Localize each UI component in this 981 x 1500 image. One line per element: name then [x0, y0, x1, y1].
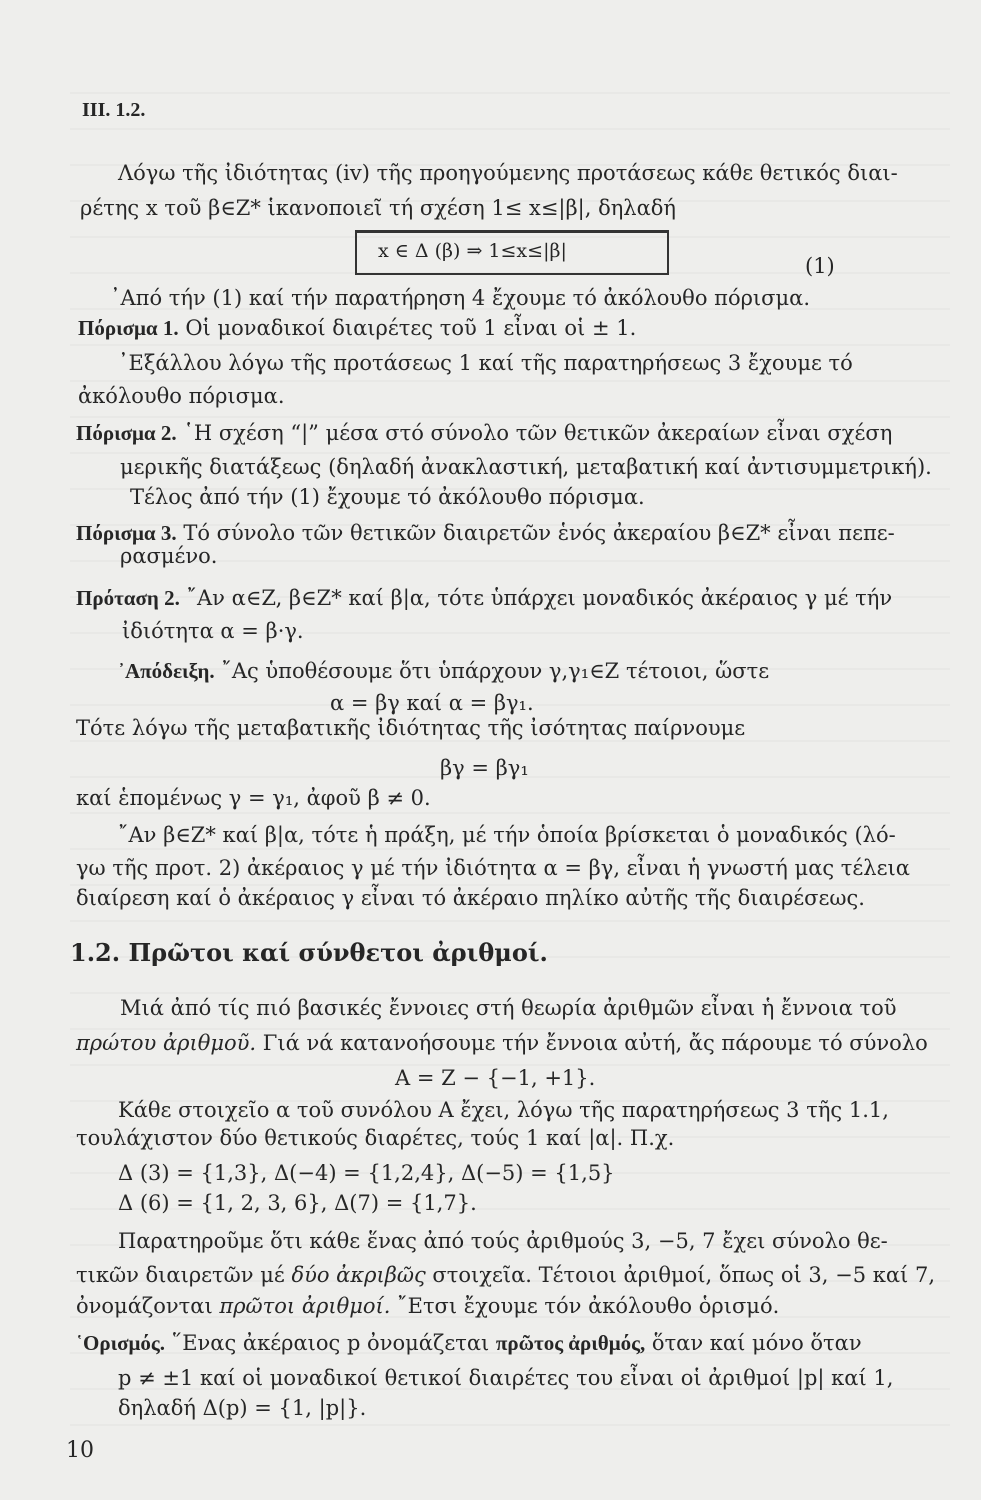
corollary-2-line-1 — [76, 420, 892, 446]
paragraph-6-line-1: Κάθε στοιχεῖο α τοῦ συνόλου A ἔχει, λόγω τῆς παρατηρήσεως 3 τῆς 1.1, — [118, 1098, 889, 1122]
paragraph-7-line-1: Παρατηροῦμε ὅτι κάθε ἕνας ἀπό τούς ἀριθμούς 3, −5, 7 ἔχει σύνολο θε- — [118, 1229, 888, 1253]
paragraph-5-line-2-rest: Γιά νά κατανοήσουμε τήν ἔννοια αὐτή, ἄς πάρουμε τό σύνολο — [256, 1031, 928, 1055]
corollary-1 — [78, 315, 636, 341]
paragraph-5-line-2 — [76, 1030, 928, 1056]
section-reference: ΙΙΙ. 1.2. — [82, 99, 146, 121]
corollary-1-text: Οἱ μοναδικοί διαιρέτες τοῦ 1 εἶναι οἱ ± 1. — [185, 316, 637, 340]
paragraph-3-line-1: ᾿Εξάλλου λόγω τῆς προτάσεως 1 καί τῆς παρατηρήσεως 3 ἔχουμε τό — [118, 351, 853, 375]
paragraph-7-line-3-a: ὀνομάζονται — [76, 1294, 220, 1318]
proposition-2-line-1 — [76, 585, 892, 611]
corollary-2-line-3: Τέλος ἀπό τήν (1) ἔχουμε τό ἀκόλουθο πόρισμα. — [130, 485, 645, 509]
paragraph-4-line-1: ῎Αν β∈Z* καί β|α, τότε ἡ πράξη, μέ τήν ὁποία βρίσκεται ὁ μοναδικός (λό- — [118, 823, 896, 847]
proof-equation-2: βγ = βγ₁ — [440, 756, 529, 780]
section-title: 1.2. Πρῶτοι καί σύνθετοι ἀριθμοί. — [70, 938, 548, 967]
proof-equation-1: α = βγ καί α = βγ₁. — [330, 691, 534, 715]
definition-line-3: δηλαδή Δ(p) = {1, |p|}. — [118, 1396, 367, 1420]
definition-line-1 — [76, 1330, 862, 1356]
proof-line-1 — [118, 658, 769, 684]
definition-line-1-b: ὅταν καί μόνο ὅταν — [645, 1331, 862, 1355]
example-line-2: Δ (6) = {1, 2, 3, 6}, Δ(7) = {1,7}. — [118, 1191, 477, 1215]
paragraph-4-line-3: διαίρεση καί ὁ ἀκέραιος γ εἶναι τό ἀκέραιο πηλίκο αὐτῆς τῆς διαιρέσεως. — [76, 886, 865, 910]
corollary-2-line-2: μερικῆς διατάξεως (δηλαδή ἀνακλαστική, μεταβατική καί ἀντισυμμετρική). — [120, 455, 932, 479]
prime-number-term: πρώτου ἀριθμοῦ. — [76, 1031, 257, 1055]
proof-heading: ᾿Απόδειξη. — [118, 659, 215, 683]
proof-text-1: ῎Ας ὑποθέσουμε ὅτι ὑπάρχουν γ,γ₁∈Z τέτοιοι, ὥστε — [221, 659, 770, 683]
proposition-2-heading: Πρόταση 2. — [76, 586, 180, 610]
paragraph-7-line-3-b: ῎Ετσι ἔχουμε τόν ἀκόλουθο ὁρισμό. — [390, 1294, 780, 1318]
corollary-2-text-1: ῾Η σχέση “|” μέσα στό σύνολο τῶν θετικῶν ἀκεραίων εἶναι σχέση — [183, 421, 893, 445]
paragraph-3-line-2: ἀκόλουθο πόρισμα. — [78, 384, 285, 408]
paragraph-4-line-2: γω τῆς προτ. 2) ἀκέραιος γ μέ τήν ἰδιότητα α = βγ, εἶναι ἡ γνωστή μας τέλεια — [76, 856, 910, 880]
example-line-1: Δ (3) = {1,3}, Δ(−4) = {1,2,4}, Δ(−5) = {1,5} — [118, 1161, 615, 1185]
corollary-3-line-2: ρασμένο. — [120, 544, 218, 568]
corollary-2-heading: Πόρισμα 2. — [76, 421, 177, 445]
definition-line-2: p ≠ ±1 καί οἱ μοναδικοί θετικοί διαιρέτες του εἶναι οἱ ἀριθμοί |p| καί 1, — [118, 1366, 894, 1390]
paragraph-6-line-2: τουλάχιστον δύο θετικούς διαρέτες, τούς 1 καί |α|. Π.χ. — [76, 1126, 675, 1150]
page-number: 10 — [66, 1438, 94, 1463]
proof-line-3: καί ἑπομένως γ = γ₁, ἀφοῦ β ≠ 0. — [76, 786, 431, 810]
corollary-3-heading: Πόρισμα 3. — [76, 521, 177, 545]
prime-number-bold-term: πρῶτος ἀριθμός, — [495, 1331, 646, 1355]
definition-line-1-a: ῞Ενας ἀκέραιος p ὀνομάζεται — [171, 1331, 496, 1355]
set-a-equation: A = Z − {−1, +1}. — [395, 1066, 596, 1090]
definition-heading: ῾Ορισμός. — [76, 1331, 166, 1355]
paragraph-7-line-2 — [76, 1262, 935, 1288]
paragraph-2: ᾿Από τήν (1) καί τήν παρατήρηση 4 ἔχουμε τό ἀκόλουθο πόρισμα. — [110, 286, 811, 310]
formula-1-label: (1) — [805, 254, 835, 278]
paragraph-1-line-1: Λόγω τῆς ἰδιότητας (iv) τῆς προηγούμενης προτάσεως κάθε θετικός διαι- — [118, 161, 898, 185]
corollary-1-heading: Πόρισμα 1. — [78, 316, 179, 340]
paragraph-7-line-3 — [76, 1293, 779, 1319]
proposition-2-text-1: ῎Αν α∈Z, β∈Z* καί β|α, τότε ὑπάρχει μοναδικός ἀκέραιος γ μέ τήν — [186, 586, 893, 610]
exactly-two-term: δύο ἀκριβῶς — [291, 1263, 426, 1287]
paragraph-7-line-2-a: τικῶν διαιρετῶν μέ — [76, 1263, 292, 1287]
corollary-3-text-1: Τό σύνολο τῶν θετικῶν διαιρετῶν ἑνός ἀκεραίου β∈Z* εἶναι πεπε- — [183, 521, 895, 545]
proof-line-2: Τότε λόγω τῆς μεταβατικῆς ἰδιότητας τῆς ἰσότητας παίρνουμε — [76, 716, 746, 740]
paragraph-7-line-2-b: στοιχεῖα. Τέτοιοι ἀριθμοί, ὅπως οἱ 3, −5 καί 7, — [425, 1263, 935, 1287]
paragraph-1-line-2: ρέτης x τοῦ β∈Z* ἱκανοποιεῖ τή σχέση 1≤ x≤|β|, δηλαδή — [80, 196, 677, 220]
formula-1: x ∈ Δ (β) ⇒ 1≤x≤|β| — [378, 240, 567, 262]
prime-numbers-term: πρῶτοι ἀριθμοί. — [219, 1294, 391, 1318]
paragraph-5-line-1: Μιά ἀπό τίς πιό βασικές ἔννοιες στή θεωρία ἀριθμῶν εἶναι ἡ ἔννοια τοῦ — [120, 996, 897, 1020]
proposition-2-line-2: ἰδιότητα α = β·γ. — [122, 619, 304, 643]
